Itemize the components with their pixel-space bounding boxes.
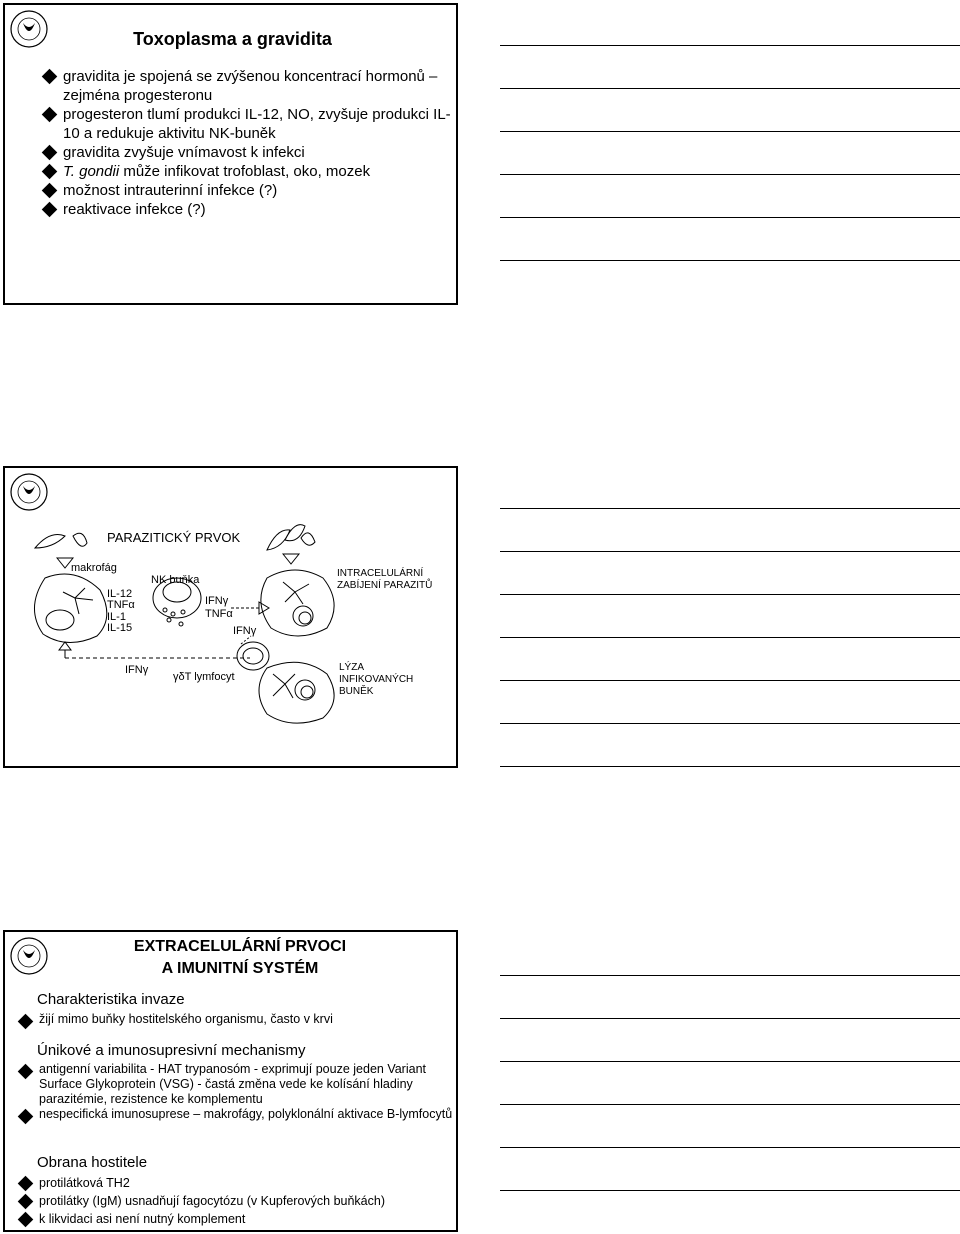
nk-ifng: IFNγ (205, 595, 229, 607)
lysis-label-1: LÝZA (339, 662, 365, 673)
bullet-item (41, 162, 451, 181)
cytokine-il12: IL-12 (107, 588, 133, 600)
killing-label-2: ZABÍJENÍ PARAZITŮ (337, 580, 433, 591)
bullet-item (41, 105, 451, 143)
bullet-list-invasion (17, 1012, 457, 1027)
gdt-lymphocyte (237, 642, 269, 670)
diagram-title: PARAZITICKÝ PRVOK (107, 530, 241, 545)
slide-title-line-2: A IMUNITNÍ SYSTÉM (161, 960, 319, 977)
diamond-bullet-icon (42, 69, 58, 85)
macrophage-label: makrofág (71, 562, 117, 574)
bullet-text: protilátky (IgM) usnadňují fagocytózu (v Kupferových buňkách) (39, 1194, 386, 1208)
diamond-bullet-icon (18, 1212, 34, 1228)
diamond-bullet-icon (18, 1194, 34, 1210)
section-heading-escape: Únikové a imunosupresivní mechanismy (37, 1042, 306, 1059)
section-heading-defense: Obrana hostitele (37, 1154, 148, 1171)
bullet-emphasis: T. gondii (63, 163, 120, 180)
diamond-bullet-icon (18, 1176, 34, 1192)
bullet-text: nespecifická imunosuprese – makrofágy, polyklonální aktivace B-lymfocytů (39, 1107, 453, 1121)
diamond-bullet-icon (42, 183, 58, 199)
bullet-text: může infikovat trofoblast, oko, mozek (119, 163, 371, 180)
nk-tnfa: TNFα (205, 608, 233, 620)
parasite-icon (35, 535, 65, 549)
bullet-text: gravidita je spojená se zvýšenou koncentrací hormonů – zejména progesteronu (63, 68, 438, 104)
macrophage-cell (34, 574, 106, 643)
ifng-bottom: IFNγ (125, 664, 149, 676)
diamond-bullet-icon (42, 202, 58, 218)
diamond-bullet-icon (18, 1064, 34, 1080)
bullet-text: možnost intrauterinní infekce (?) (63, 182, 278, 199)
bullet-list (41, 67, 451, 219)
slide-title: Toxoplasma a gravidita (133, 29, 332, 49)
killing-label-1: INTRACELULÁRNÍ (337, 568, 424, 579)
bullet-item (41, 143, 451, 162)
diamond-bullet-icon (42, 164, 58, 180)
parasite-icon (301, 533, 315, 545)
lysis-label-2: INFIKOVANÝCH (339, 674, 414, 685)
section-heading-invasion: Charakteristika invaze (37, 991, 185, 1008)
bullet-item (17, 1210, 457, 1228)
diamond-bullet-icon (18, 1109, 34, 1125)
bullet-item (17, 1174, 457, 1192)
bullet-text: reaktivace infekce (?) (63, 201, 206, 218)
slide-title-line-1: EXTRACELULÁRNÍ PRVOCI (133, 938, 347, 955)
ifng-label: IFNγ (233, 625, 257, 637)
slide-1 (3, 3, 458, 305)
bullet-text: k likvidaci asi není nutný komplement (39, 1212, 246, 1226)
gdt-label: γδT lymfocyt (173, 671, 235, 683)
cytokine-il15: IL-15 (107, 622, 133, 634)
bullet-item (17, 1062, 457, 1107)
cytokine-il1: IL-1 (107, 611, 126, 623)
parasite-icon (73, 533, 87, 546)
slide-2 (3, 466, 458, 768)
bullet-item (41, 67, 451, 105)
parasite-icon (285, 525, 305, 541)
bullet-text: gravidita zvyšuje vnímavost k infekci (63, 144, 305, 161)
bullet-text: protilátková TH2 (39, 1176, 130, 1190)
bullet-item (17, 1192, 457, 1210)
nk-cell-label: NK buňka (151, 574, 200, 586)
bullet-text: progesteron tlumí produkci IL-12, NO, zvyšuje produkci IL-10 a redukuje aktivitu NK-buněk (63, 106, 451, 142)
cytokine-tnfa: TNFα (107, 599, 135, 611)
bullet-list-defense (17, 1174, 457, 1228)
bullet-text: žijí mimo buňky hostitelského organismu, často v krvi (39, 1012, 333, 1026)
bullet-list-escape (17, 1062, 457, 1122)
diamond-bullet-icon (18, 1014, 34, 1030)
bullet-text: antigenní variabilita - HAT trypanosóm - exprimují pouze jeden Variant Surface Glykoprotein (VSG) - častá změna vede ke kolísání hladiny parazitémie, rezistence ke komplementu (39, 1062, 426, 1106)
infected-cell-lysis (259, 662, 334, 723)
bullet-item (41, 181, 451, 200)
diamond-bullet-icon (42, 107, 58, 123)
lysis-label-3: BUNĚK (339, 686, 374, 697)
infected-cell (261, 570, 334, 636)
slide-3 (3, 930, 458, 1232)
bullet-item (17, 1107, 457, 1122)
bullet-item (17, 1012, 457, 1027)
bullet-item (41, 200, 451, 219)
diamond-bullet-icon (42, 145, 58, 161)
